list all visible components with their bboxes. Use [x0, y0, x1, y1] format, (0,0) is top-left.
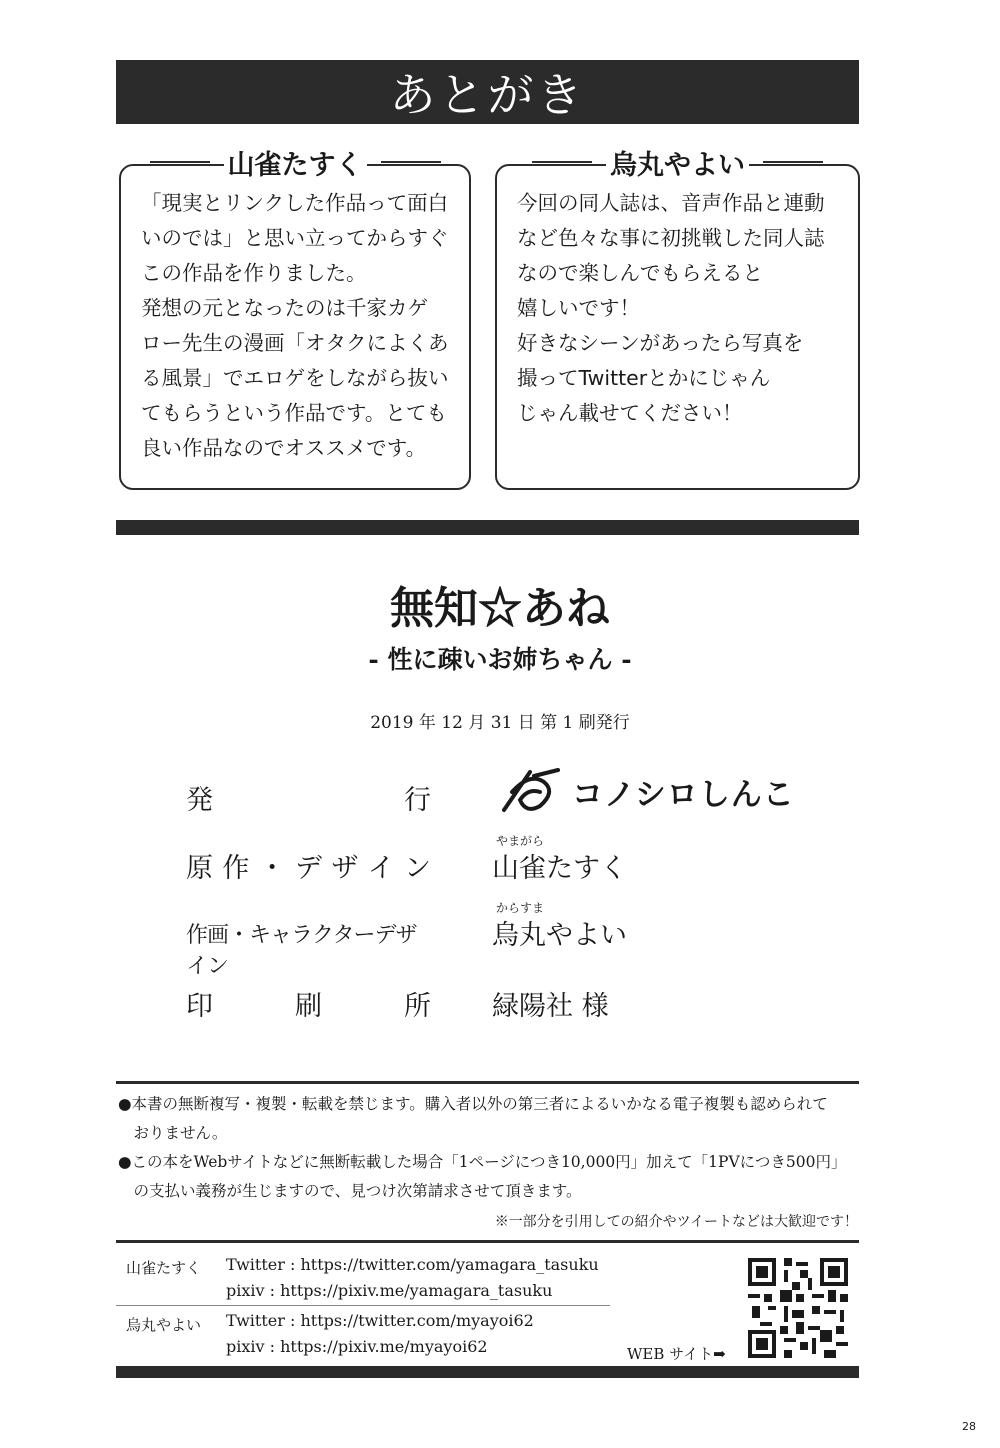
label-char: デ — [294, 853, 322, 884]
text-line: この作品を作りました。 — [141, 261, 367, 285]
printer-label — [186, 984, 431, 1023]
credits-divider — [116, 1305, 610, 1306]
legal-notice — [118, 1090, 846, 1206]
publisher-value — [500, 766, 795, 816]
afterword-left-text — [141, 186, 449, 466]
bottom-bar — [116, 1366, 859, 1378]
author1-pixiv-link[interactable]: pixiv : https://pixiv.me/yamagara_tasuku — [226, 1281, 553, 1300]
legal-line: の支払い義務が生じますので、見つけ次第請求させて頂きます。 — [118, 1182, 582, 1200]
book-subtitle: - 性に疎いお姉ちゃん - — [368, 645, 632, 674]
label-char: ザ — [331, 853, 359, 884]
art-label: 作画・キャラクターデザイン — [186, 923, 417, 979]
section-divider-bar — [116, 520, 859, 535]
label-char: 刷 — [295, 991, 322, 1022]
story-label — [186, 846, 431, 885]
text-line: 発想の元となったのは千家カゲ — [141, 296, 428, 320]
divider — [150, 161, 210, 164]
legal-line: おりません。 — [118, 1124, 228, 1142]
afterword-left-header — [119, 142, 471, 182]
book-title: 無知☆あね — [390, 583, 610, 634]
afterword-right-text — [517, 186, 825, 431]
label-char: 発 — [186, 785, 213, 816]
text-line: 「現実とリンクした作品って面白 — [141, 191, 449, 215]
label-char: イ — [367, 853, 395, 884]
publisher-name: コノシロしんこ — [572, 776, 795, 813]
legal-line: ●この本をWebサイトなどに無断転載した場合「1ページにつき10,000円」加えて「1PVにつき500円」 — [118, 1153, 847, 1171]
text-line: る風景」でエロゲをしながら抜い — [141, 366, 449, 390]
credit-author2: 烏丸やよい — [126, 1316, 202, 1334]
afterword-left-author: 山雀たすく — [224, 143, 367, 182]
divider — [532, 161, 592, 164]
label-char: 印 — [186, 991, 213, 1022]
text-line: 嬉しいです！ — [517, 296, 640, 320]
text-line: など色々な事に初挑戦した同人誌 — [517, 226, 825, 250]
divider — [763, 161, 823, 164]
label-char: ン — [403, 853, 431, 884]
qr-code-icon[interactable] — [748, 1258, 848, 1358]
text-line: ロー先生の漫画「オタクによくあ — [141, 331, 449, 355]
art-value: 烏丸やよい — [492, 920, 627, 951]
text-line: てもらうという作品です。とても — [141, 401, 447, 425]
label-char: 作 — [222, 853, 250, 884]
page-number: 28 — [962, 1420, 976, 1433]
text-line: いのでは」と思い立ってからすぐ — [141, 226, 449, 250]
afterword-right-header — [495, 142, 860, 182]
legal-line: ●本書の無断複写・複製・転載を禁じます。購入者以外の第三者によるいかなる電子複製も認められて — [118, 1095, 828, 1113]
legal-top-rule — [116, 1081, 859, 1084]
credit-author1: 山雀たすく — [126, 1259, 202, 1277]
story-ruby: やまがら — [496, 834, 545, 848]
story-value: 山雀たすく — [492, 853, 627, 884]
author2-twitter-link[interactable]: Twitter : https://twitter.com/myayoi62 — [226, 1311, 534, 1330]
author1-twitter-link[interactable]: Twitter : https://twitter.com/yamagara_tasuku — [226, 1255, 599, 1274]
afterword-right-author: 烏丸やよい — [606, 143, 749, 182]
art-ruby: からすま — [496, 901, 545, 915]
legal-footnote: ※一部分を引用しての紹介やツイートなどは大歓迎です！ — [494, 1214, 858, 1230]
credits-top-rule — [116, 1240, 859, 1243]
label-char: 所 — [404, 991, 431, 1022]
divider — [381, 161, 441, 164]
text-line: 良い作品なのでオススメです。 — [141, 436, 427, 460]
printer-value: 緑陽社 様 — [492, 991, 609, 1022]
label-char: 行 — [404, 785, 431, 816]
web-site-label: WEB サイト➡ — [627, 1345, 726, 1363]
afterword-banner — [116, 60, 859, 124]
author2-pixiv-link[interactable]: pixiv : https://pixiv.me/myayoi62 — [226, 1337, 488, 1356]
publisher-label — [186, 778, 431, 817]
text-line: じゃん載せてください！ — [517, 401, 743, 425]
publication-date: 2019 年 12 月 31 日 第 1 刷発行 — [370, 713, 630, 733]
text-line: なので楽しんでもらえると — [517, 261, 763, 285]
text-line: 撮ってTwitterとかにじゃん — [517, 366, 771, 390]
text-line: 好きなシーンがあったら写真を — [517, 331, 804, 355]
afterword-heading: あとがき — [389, 68, 586, 122]
label-char: ・ — [258, 853, 286, 884]
label-char: 原 — [186, 853, 213, 884]
publisher-logo-icon — [500, 766, 562, 816]
text-line: 今回の同人誌は、音声作品と連動 — [517, 191, 825, 215]
